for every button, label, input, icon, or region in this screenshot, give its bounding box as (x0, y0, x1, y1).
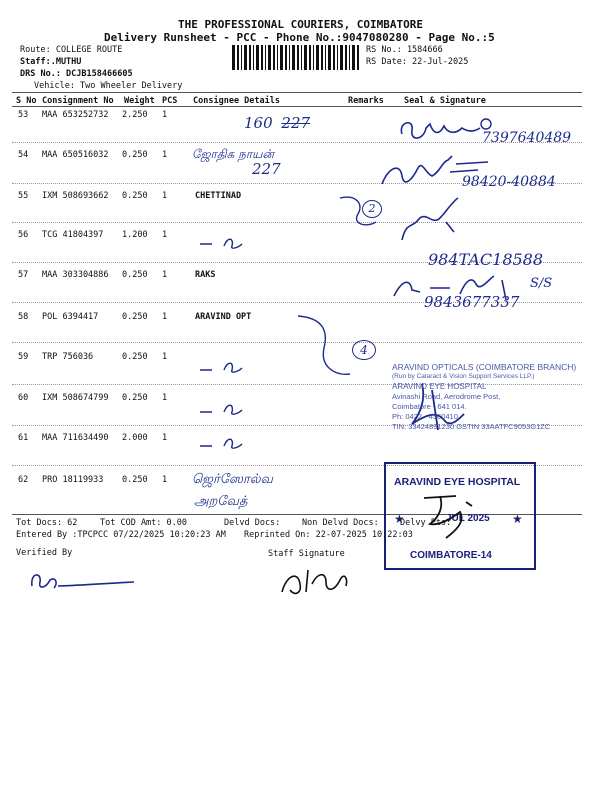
cell-consignment: MAA 303304886 (42, 270, 109, 280)
handwritten-phone-56: 984TAC18588 (428, 250, 544, 269)
barcode-bar (328, 45, 331, 70)
col-weight: Weight (124, 96, 155, 106)
cell-sno: 60 (18, 393, 29, 403)
staff-signature (276, 562, 356, 598)
cell-weight: 2.000 (122, 433, 148, 443)
barcode-bar (321, 45, 323, 70)
col-pcs: PCS (162, 96, 178, 106)
barcode-bar (244, 45, 247, 70)
handwritten-phone-54: 98420-40884 (462, 174, 556, 190)
table-header-rule (12, 106, 582, 107)
cell-weight: 0.250 (122, 150, 148, 160)
barcode-bar (349, 45, 350, 70)
verified-signature (28, 566, 138, 596)
cell-consignment: TRP 756036 (42, 352, 94, 362)
vehicle-label: Vehicle: Two Wheeler Delivery (34, 81, 183, 91)
cell-sno: 58 (18, 312, 29, 322)
runsheet-subtitle: Delivery Runsheet - PCC - Phone No.:9047080280 - Page No.:5 (104, 31, 495, 44)
entered-by: Entered By :TPCPCC 07/22/2025 10:20:23 AM (16, 530, 226, 540)
cell-consignment: MAA 711634490 (42, 433, 109, 443)
signature-54 (378, 150, 498, 195)
row-divider (12, 222, 582, 223)
barcode-bar (309, 45, 311, 70)
barcode-bar (352, 45, 355, 70)
optical-stamp-name: ARAVIND OPTICALS (COIMBATORE BRANCH) (392, 362, 577, 372)
handwritten-tamil-62a: ஜெர்ஸோல்வ (192, 472, 273, 487)
barcode-bar (273, 45, 275, 70)
cell-consignment: POL 6394417 (42, 312, 99, 322)
barcode-bar (297, 45, 299, 70)
cell-pcs: 1 (162, 150, 168, 160)
handwritten-note-54: 227 (252, 160, 281, 178)
col-seal: Seal & Signature (404, 96, 486, 106)
cell-pcs: 1 (162, 352, 168, 362)
total-docs: Tot Docs: 62 (16, 518, 78, 528)
cell-weight: 2.250 (122, 110, 148, 120)
cell-consignee: ARAVIND OPT (195, 312, 252, 322)
barcode-bar (253, 45, 254, 70)
circled-number-2: 2 (362, 200, 382, 218)
route-label: Route: COLLEGE ROUTE (20, 45, 123, 55)
handwritten-phone-53: 7397640489 (482, 130, 572, 146)
non-delivered-docs: Non Delvd Docs: (302, 518, 379, 528)
cell-weight: 0.250 (122, 312, 148, 322)
barcode-bar (316, 45, 319, 70)
optical-stamp (392, 362, 576, 432)
cell-sno: 53 (18, 110, 29, 120)
rs-date: RS Date: 22-Jul-2025 (366, 57, 469, 67)
drs-number: DRS No.: DCJB158466605 (20, 69, 133, 79)
optical-stamp-line5: Coimbatore - 641 014. (392, 402, 467, 411)
verified-by-label: Verified By (16, 548, 73, 558)
cell-weight: 0.250 (122, 191, 148, 201)
cell-weight: 1.200 (122, 230, 148, 240)
optical-stamp-line7: TIN: 33424891230 GSTIN 33AATFC9053G1ZC (392, 422, 551, 431)
barcode-bar (237, 45, 239, 70)
delivered-docs: Delvd Docs: (224, 518, 281, 528)
optical-stamp-line6: Ph: 0422 - 4360410 (392, 412, 458, 421)
stamp-star-right: ★ (512, 512, 523, 526)
cell-sno: 56 (18, 230, 29, 240)
reprinted-on: Reprinted On: 22-07-2025 10:22:03 (244, 530, 413, 540)
cell-consignee: RAKS (195, 270, 216, 280)
rs-number: RS No.: 1584666 (366, 45, 443, 55)
cell-sno: 55 (18, 191, 29, 201)
staff-label: Staff:.MUTHU (20, 57, 82, 67)
cell-weight: 0.250 (122, 393, 148, 403)
barcode-bar (301, 45, 302, 70)
barcode (232, 45, 362, 70)
handwritten-tamil-name-54: ஜோதிக நாயன் (192, 147, 275, 161)
cell-pcs: 1 (162, 393, 168, 403)
cell-pcs: 1 (162, 312, 168, 322)
cell-consignment: TCG 41804397 (42, 230, 104, 240)
dash-mark-60 (198, 398, 258, 418)
dash-mark-59 (198, 356, 258, 376)
barcode-bar (232, 45, 235, 70)
barcode-bar (345, 45, 347, 70)
col-sno: S No (16, 96, 37, 106)
cell-consignment: MAA 653252732 (42, 110, 109, 120)
col-consignee: Consignee Details (193, 96, 280, 106)
dash-mark-56 (198, 232, 258, 252)
barcode-bar (304, 45, 307, 70)
table-top-rule (12, 92, 582, 93)
barcode-bar (289, 45, 290, 70)
cell-pcs: 1 (162, 475, 168, 485)
handwritten-tamil-62b: அறவேத் (194, 494, 248, 509)
barcode-bar (337, 45, 338, 70)
barcode-bar (249, 45, 251, 70)
cell-consignment: IXM 508674799 (42, 393, 109, 403)
company-title: THE PROFESSIONAL COURIERS, COIMBATORE (178, 18, 424, 31)
staff-signature-label: Staff Signature (268, 549, 345, 559)
cell-pcs: 1 (162, 270, 168, 280)
cell-sno: 59 (18, 352, 29, 362)
circled-number-4: 4 (352, 340, 376, 360)
barcode-bar (268, 45, 271, 70)
barcode-bar (325, 45, 326, 70)
barcode-bar (357, 45, 359, 70)
cell-pcs: 1 (162, 110, 168, 120)
cell-pcs: 1 (162, 191, 168, 201)
barcode-bar (256, 45, 259, 70)
delivery-points: Delvy Pts: (400, 518, 452, 528)
cell-sno: 62 (18, 475, 29, 485)
barcode-bar (333, 45, 335, 70)
dash-mark-61 (198, 432, 258, 452)
bracket-mark (294, 312, 354, 382)
barcode-bar (285, 45, 287, 70)
barcode-bar (241, 45, 242, 70)
cell-pcs: 1 (162, 433, 168, 443)
hospital-stamp-name: ARAVIND EYE HOSPITAL (394, 476, 521, 488)
cell-consignment: IXM 508693662 (42, 191, 109, 201)
cell-consignment: PRO 18119933 (42, 475, 104, 485)
cell-weight: 0.250 (122, 475, 148, 485)
optical-stamp-line2: (Run by Cataract & Vision Support Services LLP.) (392, 373, 535, 380)
col-consignment: Consignment No (42, 96, 114, 106)
optical-stamp-line4: Avinashi Road, Aerodrome Post, (392, 392, 501, 401)
handwritten-note-53: 160 227 (244, 114, 311, 132)
handwritten-phone-57: 9843677337 (424, 293, 520, 311)
cell-sno: 57 (18, 270, 29, 280)
stamp-star-left: ★ (394, 512, 405, 526)
barcode-bar (280, 45, 283, 70)
cell-sno: 61 (18, 433, 29, 443)
signature-53 (396, 112, 496, 152)
cell-pcs: 1 (162, 230, 168, 240)
cell-weight: 0.250 (122, 352, 148, 362)
optical-stamp-line3: ARAVIND EYE HOSPITAL (392, 382, 487, 391)
signature-55 (336, 192, 476, 247)
handwritten-sig-57: S/S (530, 276, 553, 291)
cell-consignment: MAA 650516032 (42, 150, 109, 160)
cell-consignee: CHETTINAD (195, 191, 242, 201)
barcode-bar (265, 45, 266, 70)
hospital-stamp-date: JUL 2025 (446, 513, 490, 524)
cell-sno: 54 (18, 150, 29, 160)
barcode-bar (340, 45, 343, 70)
cell-weight: 0.250 (122, 270, 148, 280)
signature-57 (390, 270, 530, 305)
total-cod-amount: Tot COD Amt: 0.00 (100, 518, 187, 528)
hospital-stamp-city: COIMBATORE-14 (410, 550, 492, 561)
barcode-bar (277, 45, 278, 70)
barcode-bar (261, 45, 263, 70)
col-remarks: Remarks (348, 96, 384, 106)
barcode-bar (292, 45, 295, 70)
barcode-bar (313, 45, 314, 70)
